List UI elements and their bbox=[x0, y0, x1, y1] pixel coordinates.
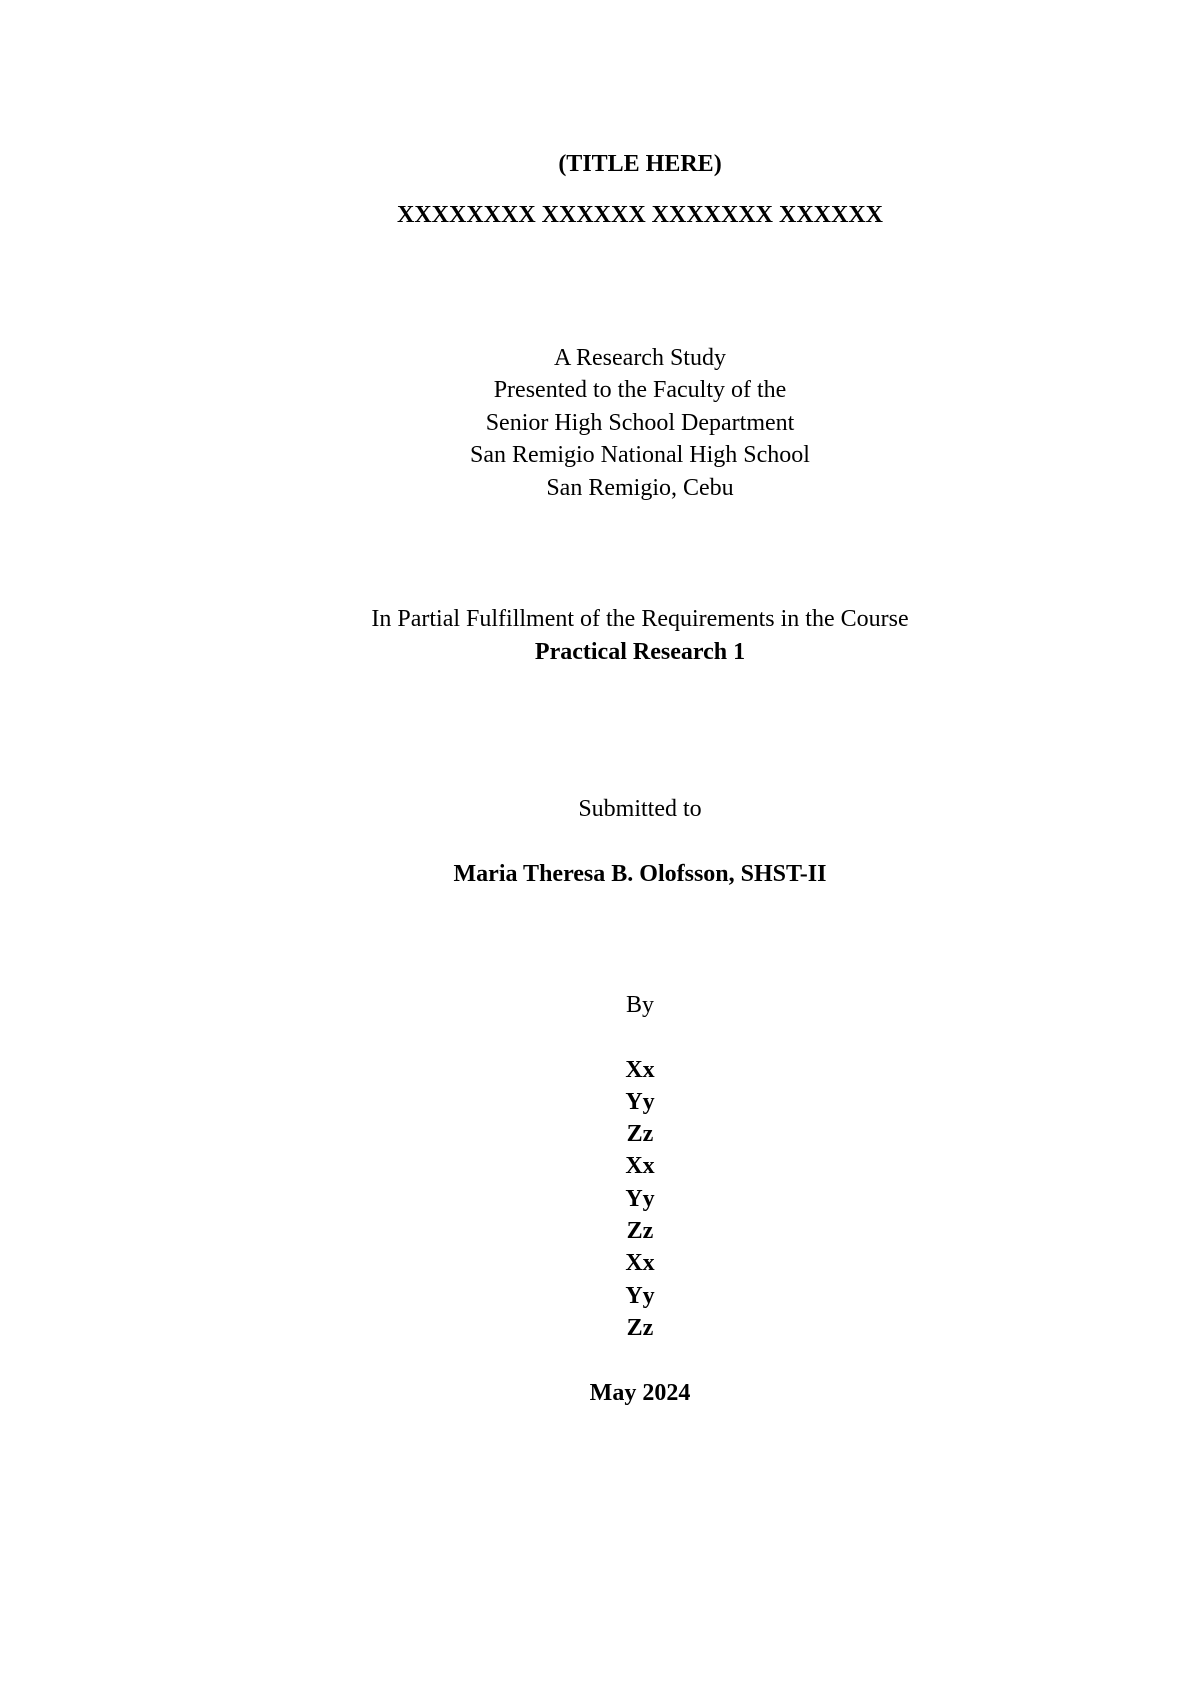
course-name: Practical Research 1 bbox=[534, 639, 746, 665]
submission-date: May 2024 bbox=[589, 1380, 691, 1406]
presentation-line: Senior High School Department bbox=[485, 410, 795, 436]
presentation-line: San Remigio National High School bbox=[470, 442, 810, 468]
submitted-to-label: Submitted to bbox=[578, 796, 702, 822]
presentation-line: San Remigio, Cebu bbox=[546, 475, 734, 501]
author-name: Yy bbox=[625, 1186, 655, 1212]
author-name: Xx bbox=[625, 1153, 655, 1179]
title-placeholder: (TITLE HERE) bbox=[558, 151, 722, 177]
presentation-line: Presented to the Faculty of the bbox=[493, 377, 787, 403]
author-name: Zz bbox=[626, 1315, 654, 1341]
fulfillment-text: In Partial Fulfillment of the Requirements in the Course bbox=[371, 606, 909, 632]
adviser-name: Maria Theresa B. Olofsson, SHST-II bbox=[453, 861, 827, 887]
author-name: Zz bbox=[626, 1121, 654, 1147]
title-text: XXXXXXXX XXXXXX XXXXXXX XXXXXX bbox=[397, 202, 883, 228]
presentation-line: A Research Study bbox=[554, 345, 726, 371]
author-name: Xx bbox=[625, 1250, 655, 1276]
author-name: Xx bbox=[625, 1057, 655, 1083]
author-name: Yy bbox=[625, 1089, 655, 1115]
by-label: By bbox=[625, 992, 654, 1018]
author-name: Yy bbox=[625, 1283, 655, 1309]
author-name: Zz bbox=[626, 1218, 654, 1244]
